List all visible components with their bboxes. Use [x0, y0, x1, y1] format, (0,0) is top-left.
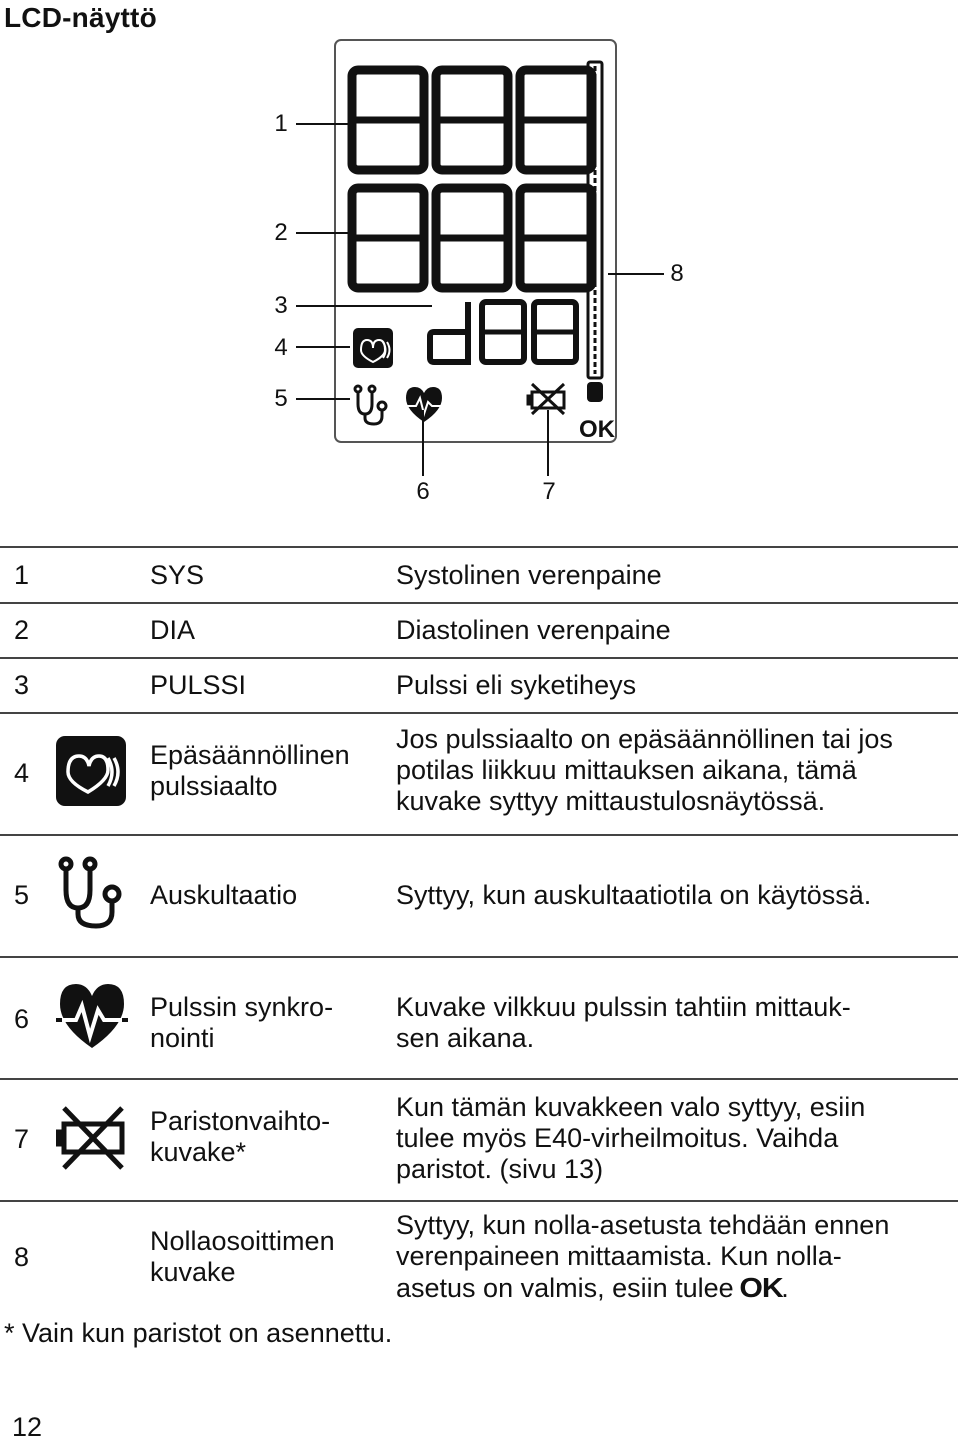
- row-number: 7: [14, 1124, 30, 1154]
- legend-row: [0, 712, 958, 834]
- row-description: Kuvake vilkkuu pulssin tahtiin mittauk- sen aikana.: [396, 992, 851, 1053]
- lcd-irregular-heartbeat-icon: [353, 328, 393, 368]
- row-number: 1: [14, 560, 30, 590]
- row-name: Epäsäännöllinen pulssiaalto: [150, 740, 350, 801]
- legend-table: [0, 546, 958, 1314]
- row-name: PULSSI: [150, 670, 247, 700]
- lcd-display-illustration: [0, 0, 960, 520]
- dia-digits: [352, 188, 592, 288]
- page-title: LCD-näyttö: [4, 2, 157, 33]
- row-number: 8: [14, 1242, 30, 1272]
- row-number: 6: [14, 1004, 30, 1034]
- stethoscope-icon: [56, 856, 128, 937]
- callout-7: 7: [542, 478, 556, 505]
- row-description: Kun tämän kuvakkeen valo syttyy, esiin tulee myös E40-virheilmoitus. Vaihda paristot. (sivu 13): [396, 1092, 866, 1184]
- row-number: 3: [14, 670, 30, 700]
- footnote: * Vain kun paristot on asennettu.: [4, 1318, 393, 1348]
- callout-4: 4: [274, 334, 288, 361]
- battery-replace-icon: [56, 1106, 128, 1177]
- irregular-heartbeat-icon: [56, 736, 126, 813]
- row-description: Syttyy, kun auskultaatiotila on käytössä.: [396, 880, 872, 910]
- row-number: 5: [14, 880, 30, 910]
- callout-3: 3: [274, 292, 288, 319]
- row-description: Pulssi eli syketiheys: [396, 670, 637, 700]
- callout-6: 6: [416, 478, 430, 505]
- legend-row: [0, 1200, 958, 1314]
- callout-8: 8: [670, 260, 684, 287]
- row-description: Diastolinen verenpaine: [396, 615, 671, 645]
- legend-row: [0, 602, 958, 657]
- row-description: Systolinen verenpaine: [396, 560, 662, 590]
- callout-5: 5: [274, 385, 288, 412]
- callout-2: 2: [274, 219, 288, 246]
- row-name: Nollaosoittimen kuvake: [150, 1226, 335, 1287]
- row-name: SYS: [150, 560, 205, 590]
- svg-text:OK: OK: [579, 416, 615, 443]
- legend-row: [0, 657, 958, 712]
- page-number: 12: [12, 1412, 43, 1442]
- row-description: Jos pulssiaalto on epäsäännöllinen tai jos potilas liikkuu mittauksen aikana, tämä kuvake syttyy mittaustulosnäytössä.: [396, 724, 893, 816]
- row-name: Auskultaatio: [150, 880, 298, 910]
- lcd-diagram: [0, 0, 960, 520]
- row-name: Paristonvaihto- kuvake*: [150, 1106, 331, 1167]
- legend-row: [0, 956, 958, 1078]
- ok-symbol: OK: [739, 1272, 783, 1303]
- row-name: DIA: [150, 615, 196, 645]
- row-number: 4: [14, 758, 30, 788]
- heart-pulse-icon: [56, 980, 128, 1059]
- legend-row: [0, 1078, 958, 1200]
- legend-row: [0, 834, 958, 956]
- row-description: Syttyy, kun nolla-asetusta tehdään ennen verenpaineen mittaamista. Kun nolla- asetus on valmis, esiin tulee OK.: [396, 1210, 890, 1303]
- row-name: Pulssin synkro- nointi: [150, 992, 334, 1053]
- sys-digits: [352, 70, 592, 170]
- legend-row: [0, 546, 958, 602]
- row-number: 2: [14, 615, 30, 645]
- callout-1: 1: [274, 110, 288, 137]
